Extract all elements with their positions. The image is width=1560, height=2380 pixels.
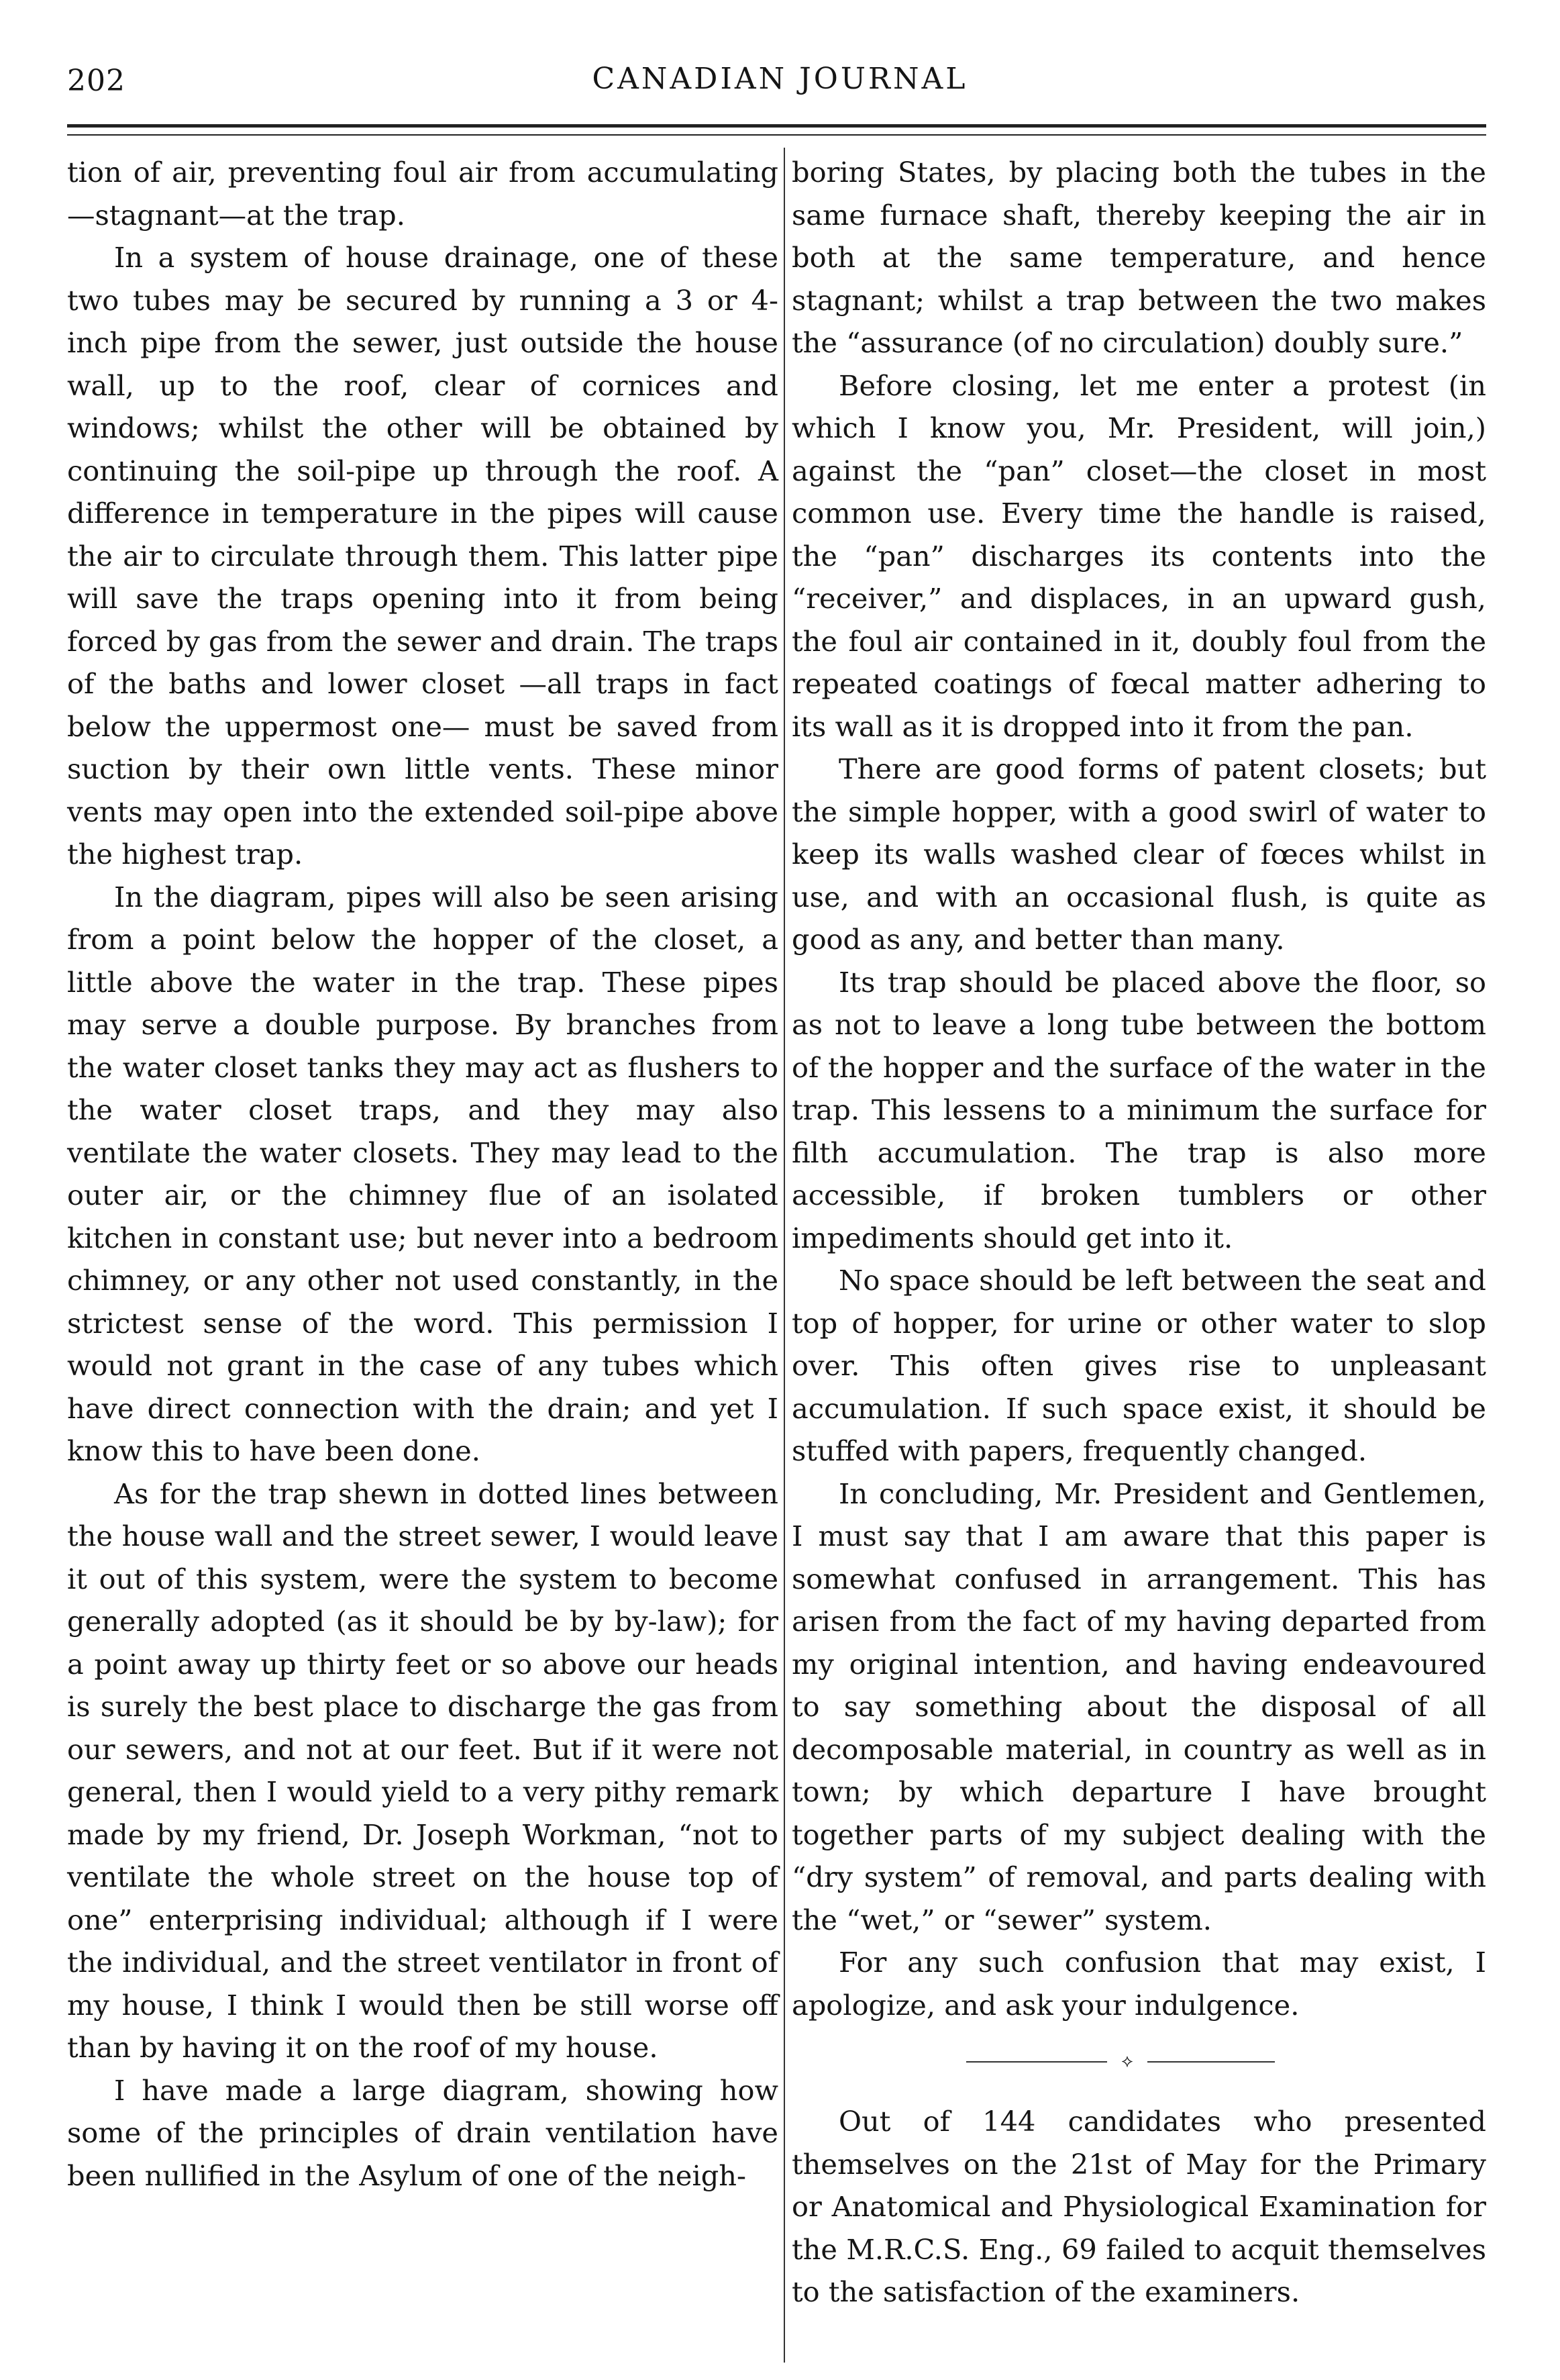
paragraph: Its trap should be placed above the floor, so as not to leave a long tube between the bottom of the hopper and the surface of the water in the trap. This lessens to a minimum the surface for filth accumulation. The trap is also more accessible, if broken tumblers or other impediments should get into it. <box>792 965 1486 1254</box>
paragraph: Before closing, let me enter a protest (in which I know you, Mr. President, will join,) against the “pan” closet—the closet in most common use. Every time the handle is raised, the “pan” discharges its contents into the “receiver,” and displaces, in an upward gush, the foul air contained in it, doubly foul from the repeated coatings of fœcal matter adhering to its wall as it is dropped into it from the pan. <box>792 368 1486 743</box>
page-header <box>0 0 1560 128</box>
paragraph: tion of air, preventing foul air from accumulating—stagnant—at the trap. <box>67 156 778 232</box>
paragraph: In concluding, Mr. President and Gentlemen, I must say that I am aware that this paper is somewhat confused in arrangement. This has arisen from the fact of my having departed from my original intention, and having endeavoured to say something about the disposal of all decomposable material, in country as well as in town; by which departure I have brought together parts of my subject dealing with the “dry system” of removal, and parts dealing with the “wet,” or “sewer” system. <box>792 1477 1486 1936</box>
paragraph: As for the trap shewn in dotted lines between the house wall and the street sewer, I would leave it out of this system, were the system to become generally adopted (as it should be by by-law); for a point away up thirty feet or so above our heads is surely the best place to discharge the gas from our sewers, and not at our feet. But if it were not general, then I would yield to a very pithy remark made by my friend, Dr. Joseph Workman, “not to ventilate the whole street on the house top of one” enterprising individual; although if I were the individual, and the street ventilator in front of my house, I think I would then be still worse off than by having it on the roof of my house. <box>67 1477 778 2064</box>
paragraph: I have made a large diagram, showing how some of the principles of drain ventilation have been nullified in the Asylum of one of the neigh- <box>67 2073 778 2192</box>
header-rule-thick <box>67 124 1486 128</box>
paragraph: No space should be left between the seat and top of hopper, for urine or other water to slop over. This often gives rise to unpleasant accumulation. If such space exist, it should be stuffed with papers, frequently changed. <box>792 1264 1486 1467</box>
page-number: 202 <box>67 64 125 98</box>
left-column <box>67 151 778 2197</box>
paragraph: In the diagram, pipes will also be seen arising from a point below the hopper of the closet, a little above the water in the trap. These pipes may serve a double purpose. By branches from the water closet tanks they may act as flushers to the water closet traps, and they may also ventilate the water closets. They may lead to the outer air, or the chimney flue of an isolated kitchen in constant use; but never into a bedroom chimney, or any other not used constantly, in the strictest sense of the word. This permission I would not grant in the case of any tubes which have direct connection with the drain; and yet I know this to have been done. <box>67 880 778 1467</box>
right-column <box>792 151 1486 2314</box>
separator-ornament-icon: ⟡ <box>1107 2053 1147 2069</box>
paragraph: There are good forms of patent closets; but the simple hopper, with a good swirl of water to keep its walls washed clear of fœces whilst in use, and with an occasional flush, is quite as good as any, and better than many. <box>792 752 1486 956</box>
news-note: Out of 144 candidates who presented themselves on the 21st of May for the Primary or Anatomical and Physiological Examination for the M.R.C.S. Eng., 69 failed to acquit themselves to the satisfaction of the examiners. <box>792 2105 1486 2308</box>
column-divider <box>784 148 785 2363</box>
running-head: CANADIAN JOURNAL <box>592 62 968 96</box>
section-separator <box>792 2026 1486 2100</box>
paragraph: For any such confusion that may exist, I apologize, and ask your indulgence. <box>792 1946 1486 2022</box>
paragraph: In a system of house drainage, one of these two tubes may be secured by running a 3 or 4-inch pipe from the sewer, just outside the house wall, up to the roof, clear of cornices and windows; whilst the other will be obtained by continuing the soil-pipe up through the roof. A difference in temperature in the pipes will cause the air to circulate through them. This latter pipe will save the traps opening into it from being forced by gas from the sewer and drain. The traps of the baths and lower closet —all traps in fact below the uppermost one— must be saved from suction by their own little vents. These minor vents may open into the extended soil-pipe above the highest trap. <box>67 241 778 871</box>
header-rule-thin <box>67 134 1486 136</box>
paragraph: boring States, by placing both the tubes in the same furnace shaft, thereby keeping the air in both at the same temperature, and hence stagnant; whilst a trap between the two makes the “assurance (of no circulation) doubly sure.” <box>792 156 1486 359</box>
